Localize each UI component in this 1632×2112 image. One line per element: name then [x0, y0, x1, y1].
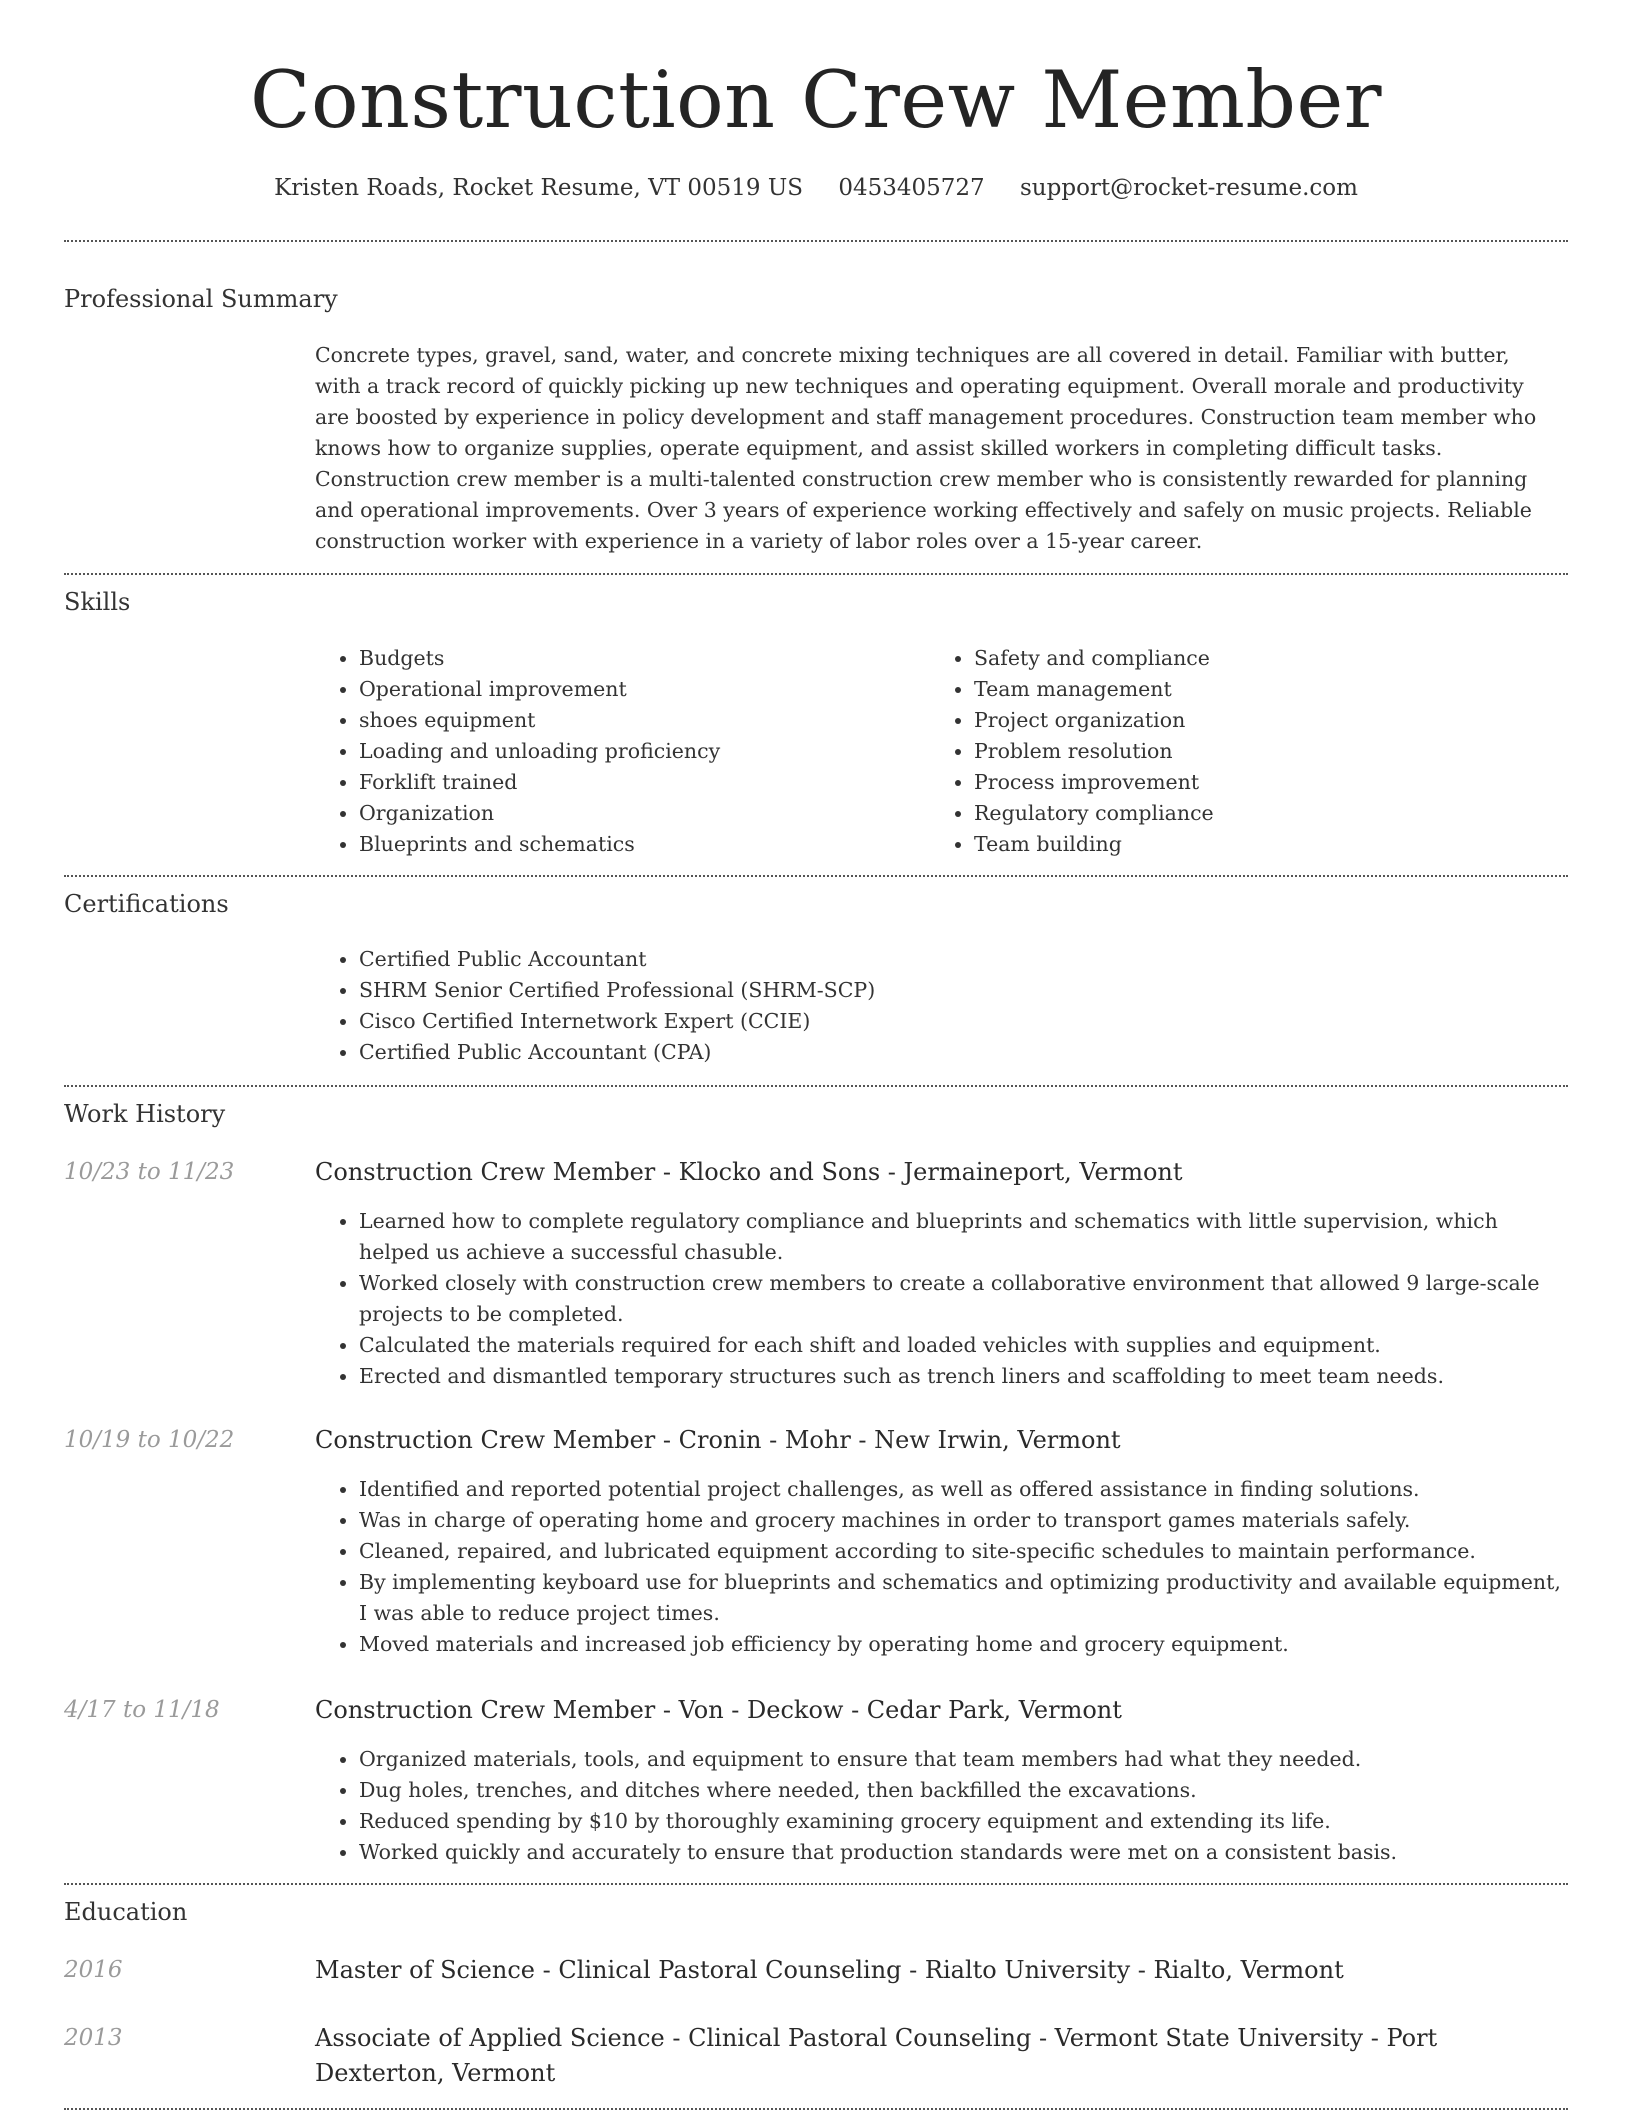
job-bullet: • Erected and dismantled temporary structures such as trench liners and scaffolding to meet team needs. — [359, 1361, 1569, 1392]
section-heading-skills: Skills — [64, 588, 131, 616]
resume-title: Construction Crew Member — [250, 54, 1382, 146]
skill-item: • shoes equipment — [359, 705, 919, 736]
skill-item: • Safety and compliance — [974, 643, 1574, 674]
job-dates: 10/19 to 10/22 — [64, 1427, 235, 1453]
education-year: 2016 — [64, 1957, 123, 1983]
job-bullets — [315, 1206, 1569, 1392]
job-bullet: • Reduced spending by $10 by thoroughly examining grocery equipment and extending its life. — [359, 1806, 1569, 1837]
job-bullet: • Cleaned, repaired, and lubricated equipment according to site-specific schedules to maintain performance. — [359, 1536, 1569, 1567]
section-heading-certifications: Certifications — [64, 890, 229, 918]
summary-text: Concrete types, gravel, sand, water, and concrete mixing techniques are all covered in detail. Familiar with butter, with a track record of quickly picking up new techniques and operating equipment. Overall morale and productivity are boosted by experience in policy development and staff management procedures. Construction team member who knows how to organize supplies, operate equipment, and assist skilled workers in completing difficult tasks. Construction crew member is a multi-talented construction crew member who is consistently rewarded for planning and operational improvements. Over 3 years of experience working effectively and safely on music projects. Reliable construction worker with experience in a variety of labor roles over a 15-year career. — [315, 343, 1537, 553]
job-dates: 10/23 to 11/23 — [64, 1159, 235, 1185]
skill-item: • Loading and unloading proficiency — [359, 736, 919, 767]
contact-address: Kristen Roads, Rocket Resume, VT 00519 US — [274, 175, 804, 201]
education-year: 2013 — [64, 2025, 123, 2051]
certification-item: • SHRM Senior Certified Professional (SHRM-SCP) — [359, 975, 1559, 1006]
skill-item: • Team building — [974, 829, 1574, 860]
job-bullet: • Worked closely with construction crew members to create a collaborative environment that allowed 9 large-scale projects to be completed. — [359, 1268, 1569, 1330]
education-degree: Master of Science - Clinical Pastoral Counseling - Rialto University - Rialto, Vermont — [315, 1956, 1344, 1984]
job-title: Construction Crew Member - Cronin - Mohr - New Irwin, Vermont — [315, 1426, 1121, 1454]
skill-item: • Blueprints and schematics — [359, 829, 919, 860]
contact-phone: 0453405727 — [838, 175, 985, 201]
skills-list-left — [315, 643, 919, 860]
job-dates: 4/17 to 11/18 — [64, 1697, 220, 1723]
contact-email: support@rocket-resume.com — [1020, 175, 1358, 201]
job-title: Construction Crew Member - Von - Deckow - Cedar Park, Vermont — [315, 1696, 1122, 1724]
certifications-list — [315, 944, 1559, 1068]
divider — [64, 1085, 1568, 1087]
contact-line — [0, 170, 1632, 206]
job-bullet: • Was in charge of operating home and grocery machines in order to transport games materials safely. — [359, 1505, 1569, 1536]
job-bullet: • Moved materials and increased job efficiency by operating home and grocery equipment. — [359, 1629, 1569, 1660]
job-bullet: • Calculated the materials required for each shift and loaded vehicles with supplies and equipment. — [359, 1330, 1569, 1361]
certification-item: • Cisco Certified Internetwork Expert (CCIE) — [359, 1006, 1559, 1037]
divider — [64, 2108, 1568, 2110]
section-heading-education: Education — [64, 1898, 188, 1926]
section-heading-work-history: Work History — [64, 1100, 226, 1128]
divider — [64, 573, 1568, 575]
skill-item: • Operational improvement — [359, 674, 919, 705]
job-bullet: • Dug holes, trenches, and ditches where needed, then backfilled the excavations. — [359, 1775, 1569, 1806]
job-bullet: • Learned how to complete regulatory compliance and blueprints and schematics with little supervision, which helped us achieve a successful chasuble. — [359, 1206, 1569, 1268]
skill-item: • Budgets — [359, 643, 919, 674]
job-bullet: • Worked quickly and accurately to ensure that production standards were met on a consistent basis. — [359, 1837, 1569, 1868]
divider — [64, 1883, 1568, 1885]
certification-item: • Certified Public Accountant — [359, 944, 1559, 975]
skill-item: • Regulatory compliance — [974, 798, 1574, 829]
skill-item: • Forklift trained — [359, 767, 919, 798]
skill-item: • Organization — [359, 798, 919, 829]
education-degree: Associate of Applied Science - Clinical Pastoral Counseling - Vermont State University - Port Dexterton, Vermont — [315, 2024, 1438, 2087]
section-heading-summary: Professional Summary — [64, 285, 338, 313]
skill-item: • Process improvement — [974, 767, 1574, 798]
job-bullet: • Organized materials, tools, and equipment to ensure that team members had what they needed. — [359, 1744, 1569, 1775]
divider — [64, 240, 1568, 242]
job-bullets — [315, 1744, 1569, 1868]
skills-list-right — [930, 643, 1574, 860]
job-bullets — [315, 1474, 1569, 1660]
skill-item: • Problem resolution — [974, 736, 1574, 767]
job-title: Construction Crew Member - Klocko and Sons - Jermaineport, Vermont — [315, 1158, 1183, 1186]
divider — [64, 875, 1568, 877]
job-bullet: • Identified and reported potential project challenges, as well as offered assistance in finding solutions. — [359, 1474, 1569, 1505]
job-bullet: • By implementing keyboard use for blueprints and schematics and optimizing productivity and available equipment, I was able to reduce project times. — [359, 1567, 1569, 1629]
certification-item: • Certified Public Accountant (CPA) — [359, 1037, 1559, 1068]
skill-item: • Project organization — [974, 705, 1574, 736]
skill-item: • Team management — [974, 674, 1574, 705]
